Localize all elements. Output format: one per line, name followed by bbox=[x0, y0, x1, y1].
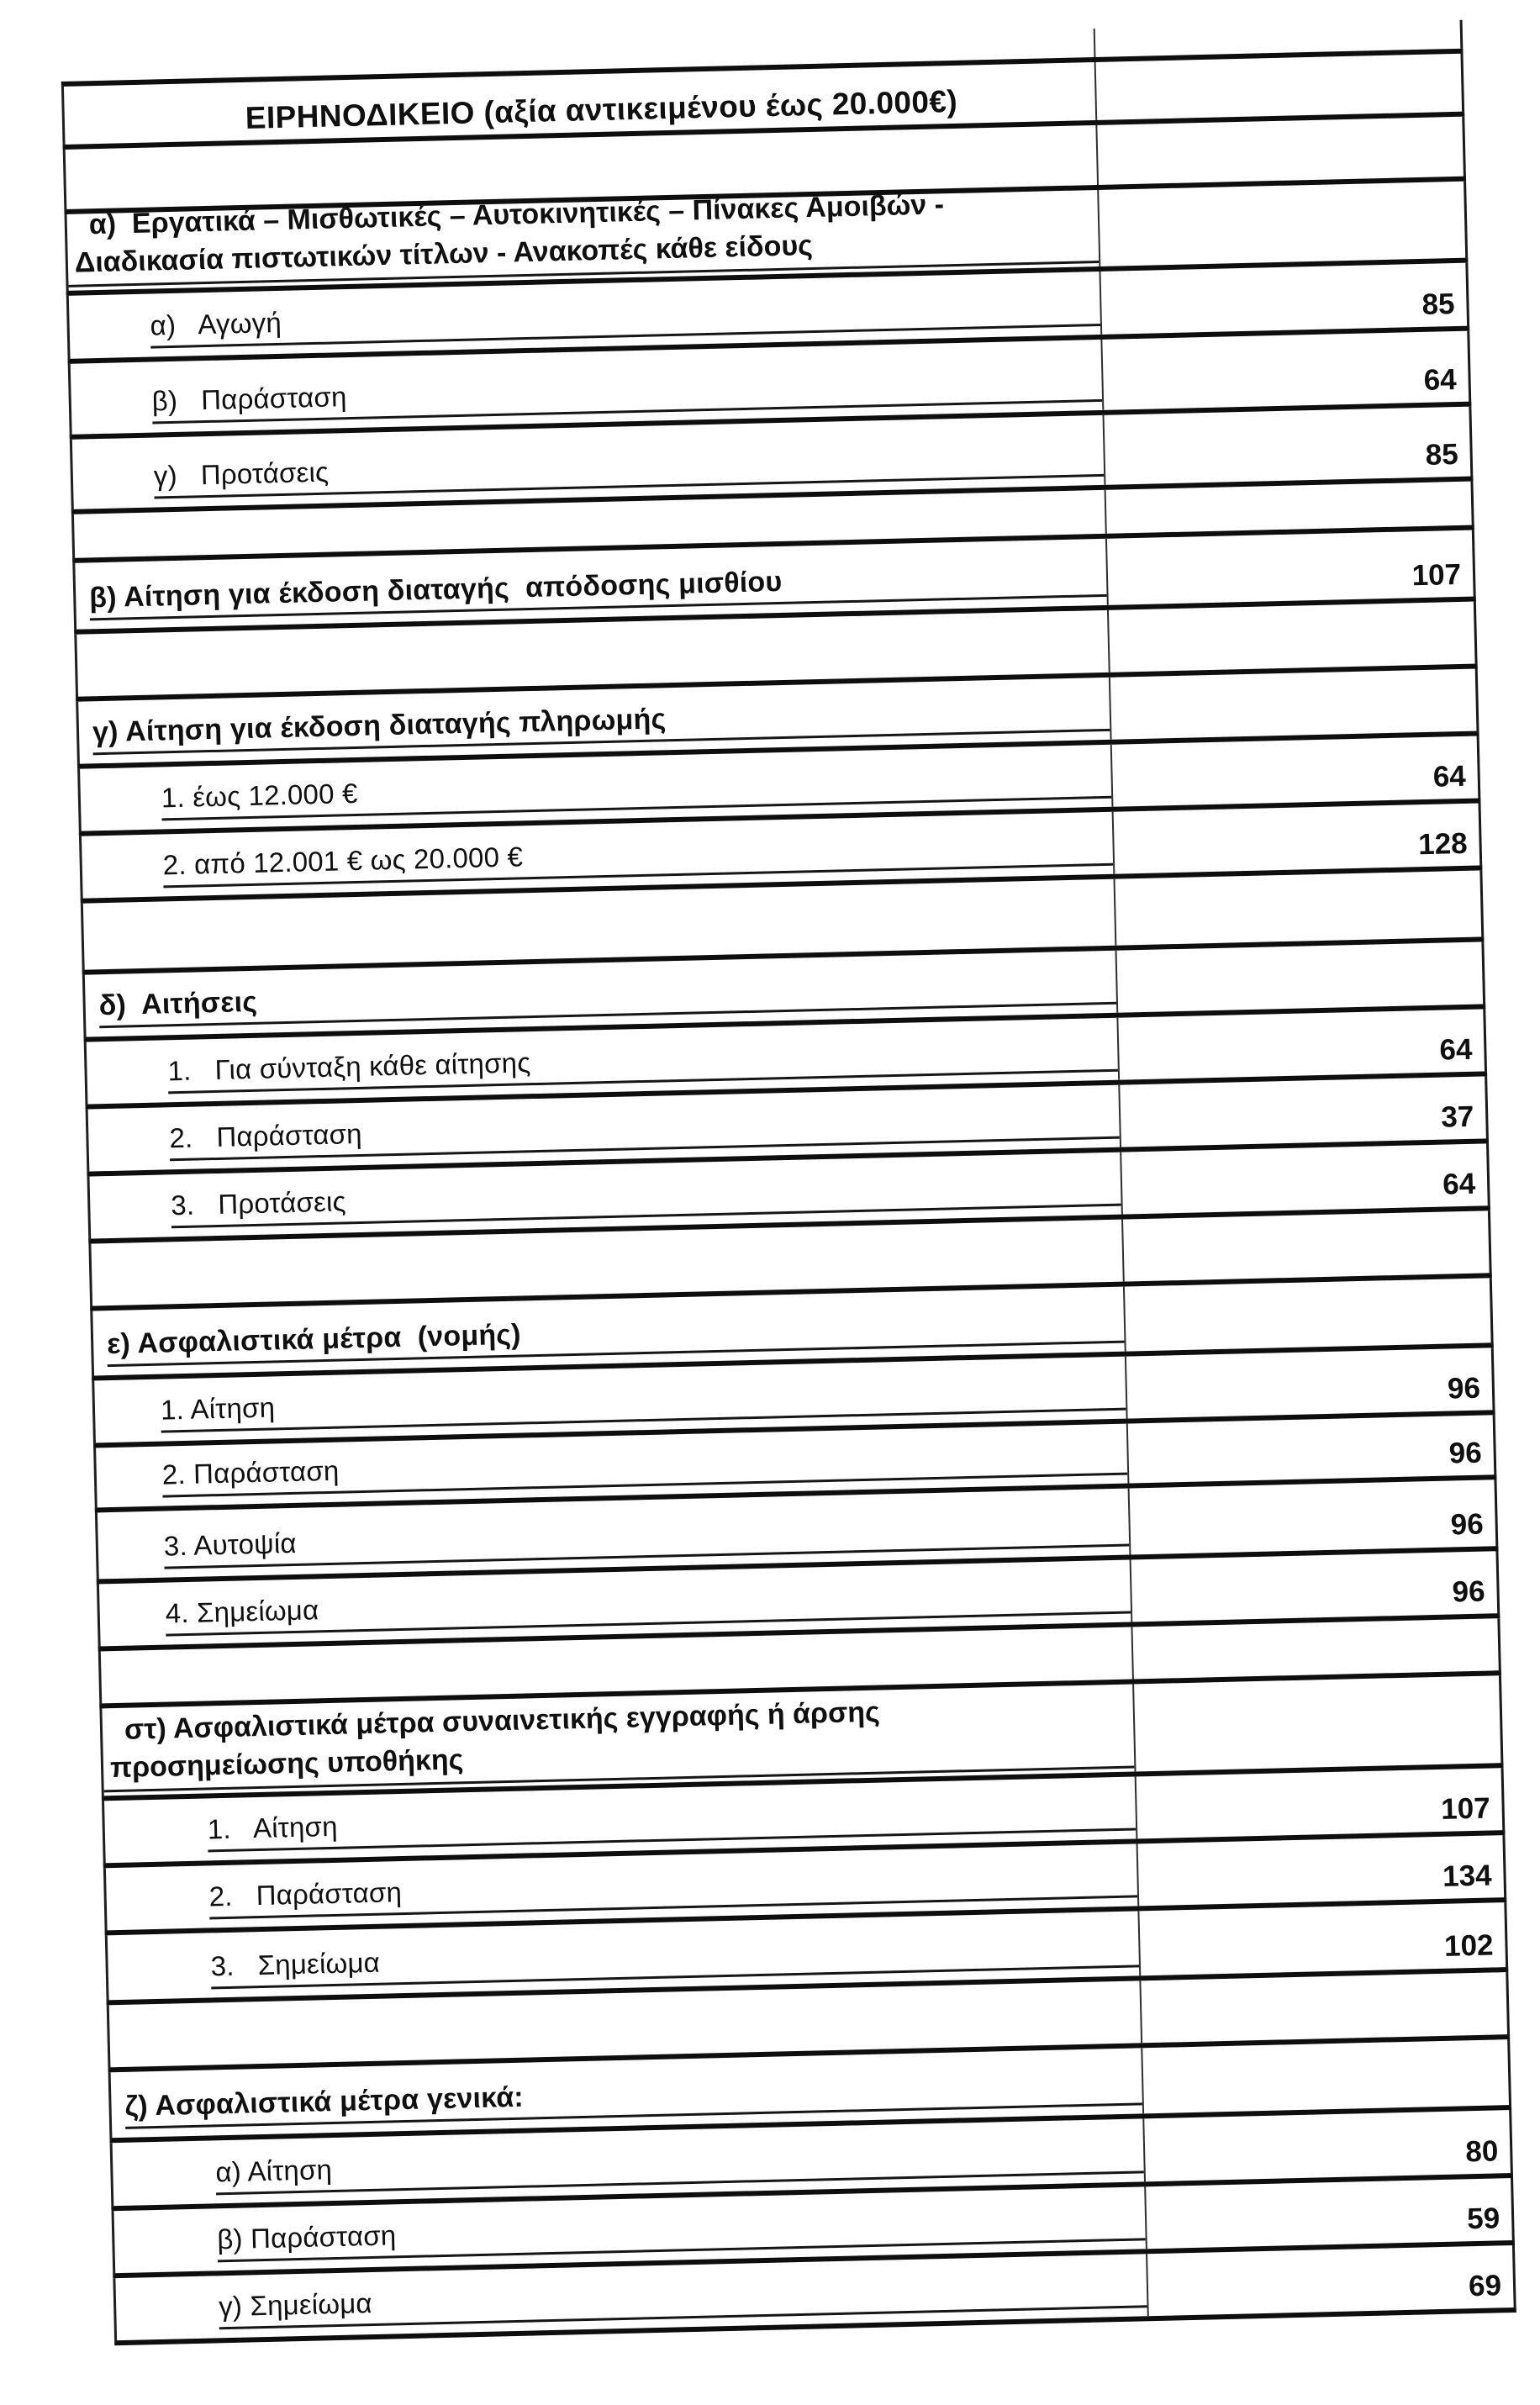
amount-cell bbox=[1109, 669, 1477, 740]
fee-amount: 107 bbox=[1411, 557, 1462, 593]
fee-amount: 59 bbox=[1466, 2202, 1500, 2236]
amount-cell bbox=[1118, 1076, 1486, 1147]
amount-cell bbox=[1105, 482, 1472, 534]
page-title: ΕΙΡΗΝΟΔΙΚΕΙΟ (αξία αντικειμένου έως 20.000€) bbox=[245, 83, 958, 135]
amount-cell bbox=[1094, 54, 1463, 120]
amount-cell bbox=[1125, 1348, 1493, 1418]
row-label: α) Αίτηση bbox=[215, 2134, 1144, 2195]
amount-cell bbox=[1105, 530, 1474, 605]
fee-amount: 37 bbox=[1440, 1100, 1474, 1134]
amount-cell bbox=[1121, 1210, 1490, 1281]
section-heading bbox=[103, 1689, 1135, 1792]
section-heading-line2: προσημείωσης υποθήκης bbox=[103, 1727, 1135, 1792]
amount-cell bbox=[1114, 870, 1482, 945]
fee-amount: 64 bbox=[1439, 1032, 1473, 1067]
amount-cell bbox=[1097, 182, 1465, 266]
amount-cell bbox=[1120, 1143, 1488, 1214]
row-label: 2. από 12.001 € ως 20.000 € bbox=[162, 827, 1113, 889]
row-label: β) Αίτηση για έκδοση διαταγής απόδοσης μισθίου bbox=[89, 558, 1107, 620]
row-label: γ) Σημείωμα bbox=[219, 2269, 1147, 2329]
amount-cell bbox=[1141, 2039, 1509, 2113]
amount-cell bbox=[1123, 1278, 1491, 1351]
row-label: ζ) Ασφαλιστικά μέτρα γενικά: bbox=[124, 2066, 1142, 2128]
row-label: α) Αγωγή bbox=[150, 287, 1100, 349]
fee-amount: 85 bbox=[1421, 287, 1455, 321]
row-label: 2. Παράσταση bbox=[169, 1100, 1120, 1162]
amount-cell bbox=[1131, 1618, 1498, 1679]
fee-amount: 64 bbox=[1423, 362, 1458, 397]
amount-cell bbox=[1100, 331, 1469, 410]
amount-cell bbox=[1130, 1551, 1498, 1622]
amount-cell bbox=[1107, 602, 1475, 672]
fee-amount: 80 bbox=[1464, 2134, 1499, 2169]
section-heading-line2: Διαδικασία πιστωτικών τίτλων - Ανακοπές κάθε είδους bbox=[67, 222, 1099, 287]
amount-cell bbox=[1142, 2110, 1511, 2181]
amount-cell bbox=[1116, 1009, 1485, 1079]
amount-cell bbox=[1102, 407, 1470, 485]
amount-cell bbox=[1110, 736, 1479, 807]
fee-amount: 64 bbox=[1432, 759, 1467, 794]
fee-amount: 96 bbox=[1450, 1507, 1485, 1542]
row-label: 1. έως 12.000 € bbox=[161, 760, 1111, 821]
row-label: 4. Σημείωμα bbox=[165, 1575, 1131, 1637]
row-label: β) Παράσταση bbox=[151, 363, 1102, 425]
row-label: 1. Αίτηση bbox=[207, 1791, 1136, 1852]
amount-cell bbox=[1099, 263, 1467, 335]
amount-cell bbox=[1132, 1675, 1500, 1771]
amount-cell bbox=[1135, 1768, 1503, 1838]
row-label: γ) Προτάσεις bbox=[153, 438, 1104, 499]
section-heading-line1: στ) Ασφαλιστικά μέτρα συναινετικής εγγραφής ή άρσης bbox=[124, 1696, 881, 1746]
amount-cell bbox=[1128, 1479, 1496, 1554]
amount-cell bbox=[1115, 941, 1484, 1012]
row-label: 2. Παράσταση bbox=[208, 1859, 1137, 1919]
section-heading-line1: α) Εργατικά – Μισθωτικές – Αυτοκινητικές – Πίνακες Αμοιβών - bbox=[88, 188, 945, 241]
row-label: 3. Αυτοψία bbox=[163, 1508, 1129, 1569]
amount-cell bbox=[1137, 1835, 1505, 1906]
row-label: 3. Προτάσεις bbox=[171, 1168, 1121, 1229]
fee-amount: 96 bbox=[1452, 1574, 1486, 1609]
fee-amount: 128 bbox=[1417, 826, 1469, 862]
row-label: 1. Αίτηση bbox=[161, 1372, 1126, 1433]
row-label: γ) Αίτηση για έκδοση διαταγής πληρωμής bbox=[92, 693, 1110, 755]
fee-amount: 107 bbox=[1440, 1791, 1491, 1826]
row-label: 3. Σημείωμα bbox=[210, 1928, 1139, 1989]
fee-amount: 96 bbox=[1447, 1371, 1481, 1406]
fee-amount: 85 bbox=[1425, 437, 1459, 472]
fee-amount: 69 bbox=[1468, 2269, 1502, 2303]
row-label: ε) Ασφαλιστικά μέτρα (νομής) bbox=[107, 1305, 1125, 1367]
row-label: β) Παράσταση bbox=[217, 2202, 1146, 2262]
amount-cell bbox=[1126, 1415, 1495, 1483]
amount-cell bbox=[1146, 2245, 1514, 2316]
amount-cell bbox=[1137, 1902, 1506, 1975]
amount-cell bbox=[1139, 1972, 1507, 2043]
amount-cell bbox=[1144, 2178, 1512, 2249]
amount-cell bbox=[1095, 117, 1464, 185]
row-label: 2. Παράσταση bbox=[161, 1437, 1127, 1498]
row-label: δ) Αιτήσεις bbox=[98, 966, 1116, 1028]
fee-amount: 64 bbox=[1442, 1167, 1476, 1201]
fee-table bbox=[61, 20, 1516, 2346]
fee-amount: 96 bbox=[1448, 1436, 1483, 1470]
amount-cell bbox=[1112, 804, 1480, 874]
fee-amount: 134 bbox=[1442, 1859, 1493, 1893]
fee-amount: 102 bbox=[1443, 1928, 1494, 1963]
row-label: 1. Για σύνταξη κάθε αίτησης bbox=[167, 1033, 1118, 1094]
